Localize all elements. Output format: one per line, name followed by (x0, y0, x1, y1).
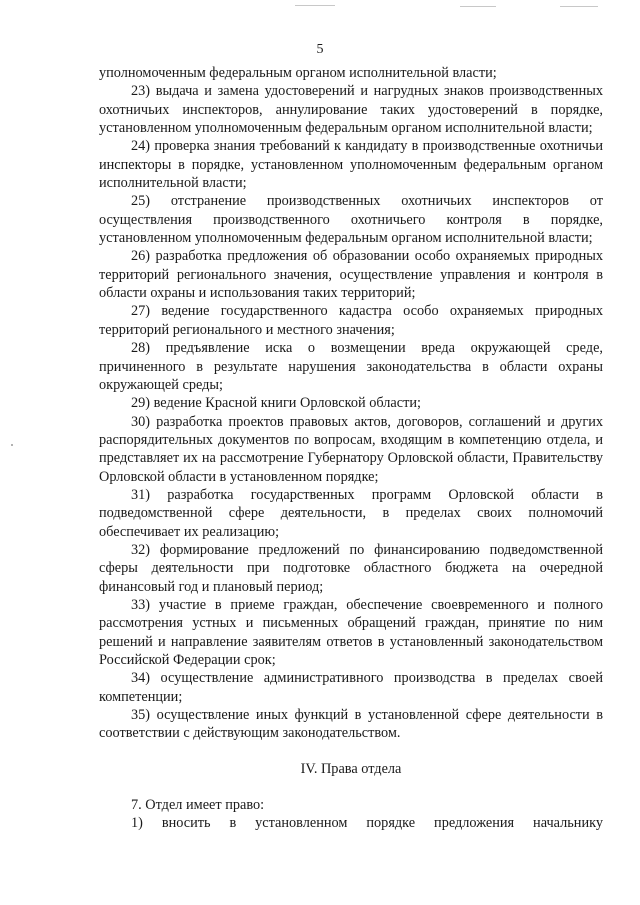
section-intro: 7. Отдел имеет право: (131, 796, 265, 813)
list-item-23: 23) выдача и замена удостоверений и нагрудных знаков производственных охотничьих инспекторов, аннулирование таких удостоверений в порядке, установленном уполномоченным федеральным органом исполнительной власти; (99, 83, 603, 137)
scan-artifact-line (560, 6, 598, 7)
scan-artifact-line (295, 5, 335, 6)
list-item-33: 33) участие в приеме граждан, обеспечение своевременного и полного рассмотрения устных и письменных обращений граждан, принятие по ним решений и направление заявителям ответов в установленный законодательством Российской Федерации срок; (99, 596, 603, 668)
list-item-30: 30) разработка проектов правовых актов, договоров, соглашений и других распорядительных документов по вопросам, входящим в компетенцию отдела, и представляет их на рассмотрение Губернатору Орловской области, Правительству Орловской области в установленном порядке; (99, 413, 603, 485)
rights-item-1: 1) вносить в установленном порядке предложения начальнику (131, 815, 603, 832)
scan-artifact-dot (11, 444, 13, 446)
list-item-27: 27) ведение государственного кадастра особо охраняемых природных территорий регионального и местного значения; (99, 303, 603, 338)
list-item-25: 25) отстранение производственных охотничьих инспекторов от осуществления производственного охотничьего контроля в порядке, установленном уполномоченным федеральным органом исполнительной власти; (99, 193, 603, 247)
list-item-29: 29) ведение Красной книги Орловской области; (131, 395, 421, 412)
page-number: 5 (316, 42, 324, 57)
list-item-26: 26) разработка предложения об образовании особо охраняемых природных территорий регионального значения, осуществление управления и контроля в области охраны и использования таких территорий; (99, 248, 603, 302)
list-item-31: 31) разработка государственных программ Орловской области в подведомственной сфере деятельности, в пределах своих полномочий обеспечивает их реализацию; (99, 486, 603, 540)
document-body (99, 64, 603, 832)
section-heading: IV. Права отдела (300, 760, 402, 777)
list-item-35: 35) осуществление иных функций в установленной сфере деятельности в соответствии с действующим законодательством. (99, 707, 603, 742)
paragraph-continuation: уполномоченным федеральным органом исполнительной власти; (99, 65, 497, 81)
list-item-28: 28) предъявление иска о возмещении вреда окружающей среде, причиненного в результате нарушения законодательства в области охраны окружающей среды; (99, 340, 603, 393)
list-item-32: 32) формирование предложений по финансированию подведомственной сферы деятельности при подготовке областного бюджета на очередной финансовый год и плановый период; (99, 541, 603, 595)
scan-artifact-line (460, 6, 496, 7)
list-item-34: 34) осуществление административного производства в пределах своей компетенции; (99, 670, 603, 705)
list-item-24: 24) проверка знания требований к кандидату в производственные охотничьи инспекторы в порядке, установленном уполномоченным федеральным органом исполнительной власти; (99, 138, 603, 192)
